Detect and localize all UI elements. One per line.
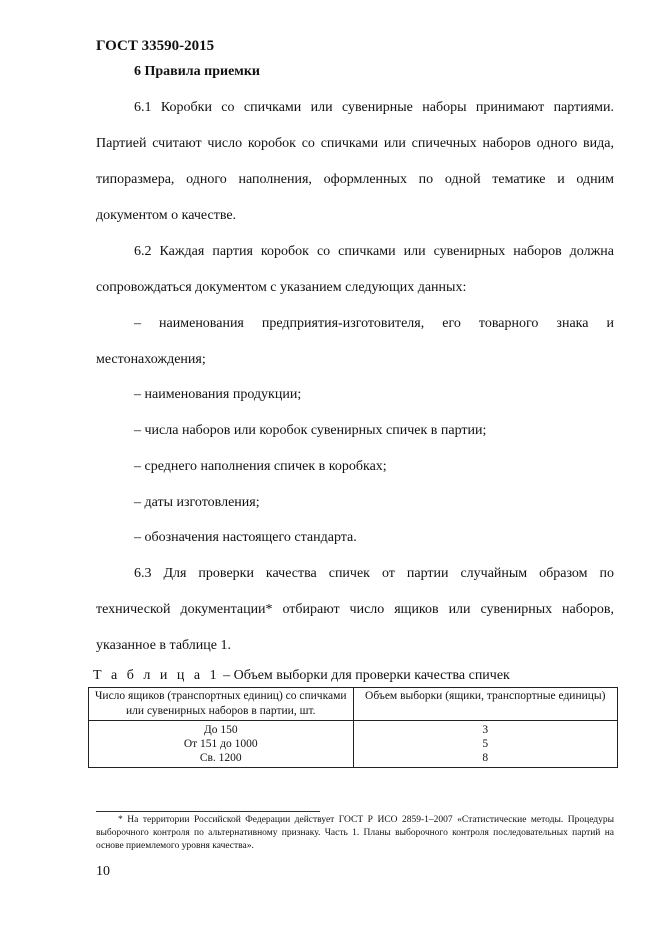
table-row (89, 721, 618, 738)
document-code-header: ГОСТ 33590-2015 (96, 38, 215, 54)
table-header-cell: Число ящиков (транспортных единиц) со спичками или сувенирных наборов в партии, шт. (89, 688, 354, 721)
list-item: – среднего наполнения спичек в коробках; (134, 459, 387, 474)
table-caption-text: – Объем выборки для проверки качества спичек (219, 668, 510, 683)
table-header-row (89, 688, 618, 721)
paragraph-6-3: 6.3 Для проверки качества спичек от партии случайным образом по технической документации* отбирают число ящиков или сувенирных наборов, указанное в таблице 1. (96, 566, 614, 653)
list-item: – наименования продукции; (134, 387, 302, 402)
table-header-cell: Объем выборки (ящики, транспортные единицы) (353, 688, 618, 721)
paragraph-6-2: 6.2 Каждая партия коробок со спичками или сувенирных наборов должна сопровождаться документом с указанием следующих данных: (96, 244, 614, 295)
table-row (89, 737, 618, 751)
footnote: * На территории Российской Федерации действует ГОСТ Р ИСО 2859-1–2007 «Статистические методы. Процедуры выборочного контроля по альтернативному признаку. Часть 1. Планы выборочного контроля последовательных партий на основе приемлемого уровня качества». (96, 815, 614, 851)
table-cell: До 150 (89, 721, 354, 738)
table-cell: От 151 до 1000 (89, 737, 354, 751)
page-number: 10 (96, 864, 110, 879)
table-cell: Св. 1200 (89, 751, 354, 768)
footnote-separator (96, 811, 320, 812)
table-cell: 5 (353, 737, 618, 751)
section-title: 6 Правила приемки (134, 64, 260, 79)
list-item: – даты изготовления; (134, 495, 260, 510)
table-cell: 8 (353, 751, 618, 768)
table-cell: 3 (353, 721, 618, 738)
list-item: – обозначения настоящего стандарта. (134, 530, 357, 545)
table-row (89, 751, 618, 768)
list-item: – наименования предприятия-изготовителя, его товарного знака и местонахождения; (96, 316, 614, 367)
table-caption (93, 668, 510, 684)
paragraph-6-1: 6.1 Коробки со спичками или сувенирные наборы принимают партиями. Партией считают число коробок со спичками или спичечных наборов одного вида, типоразмера, одного наполнения, оформленных по одной тематике и одним документом о качестве. (96, 100, 614, 223)
table-caption-label: Т а б л и ц а 1 (93, 668, 220, 683)
list-item: – числа наборов или коробок сувенирных спичек в партии; (134, 423, 487, 438)
sample-size-table (88, 687, 618, 768)
